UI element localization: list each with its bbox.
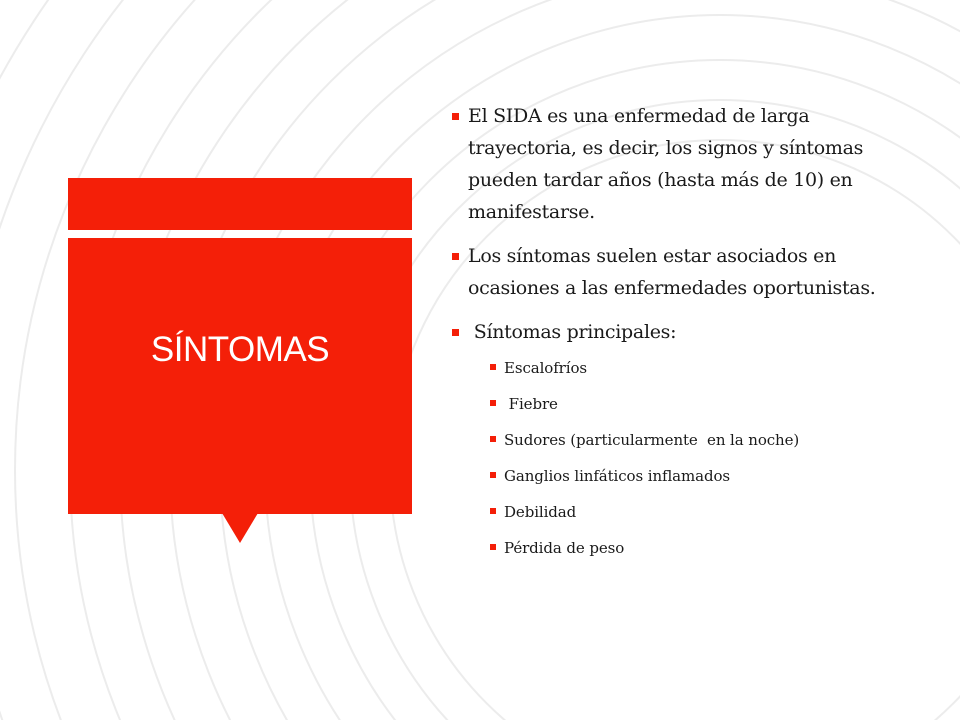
accent-bar [68,178,412,230]
sub-bullet-item [448,394,918,414]
square-bullet-icon [490,544,496,550]
square-bullet-icon [490,400,496,406]
square-bullet-icon [452,329,459,336]
title-panel-pointer [222,513,258,543]
title-panel [68,238,412,514]
sub-bullet-item [448,466,918,486]
sub-bullet-item [448,538,918,558]
bullet-item [448,316,918,348]
bullet-text: Síntomas principales: [468,321,677,343]
sub-bullet-text: Pérdida de peso [504,539,625,557]
bullet-item [448,240,918,304]
sub-bullet-item [448,502,918,522]
square-bullet-icon [490,364,496,370]
bullet-text: El SIDA es una enfermedad de larga trayectoria, es decir, los signos y síntomas pueden tardar años (hasta más de 10) en manifestarse. [468,105,864,223]
square-bullet-icon [490,436,496,442]
square-bullet-icon [452,113,459,120]
sub-bullet-item [448,430,918,450]
bullet-item [448,100,918,228]
square-bullet-icon [490,508,496,514]
sub-bullet-text: Debilidad [504,503,577,521]
square-bullet-icon [452,253,459,260]
sub-bullet-text: Ganglios linfáticos inflamados [504,467,730,485]
sub-bullet-list [448,358,918,558]
square-bullet-icon [490,472,496,478]
sub-bullet-text: Fiebre [504,395,558,413]
bullet-text: Los síntomas suelen estar asociados en ocasiones a las enfermedades oportunistas. [468,245,876,299]
sub-bullet-item [448,358,918,378]
sub-bullet-text: Sudores (particularmente en la noche) [504,431,800,449]
bullet-list [448,100,918,574]
slide-title: SÍNTOMAS [150,330,330,369]
sub-bullet-text: Escalofríos [504,359,587,377]
